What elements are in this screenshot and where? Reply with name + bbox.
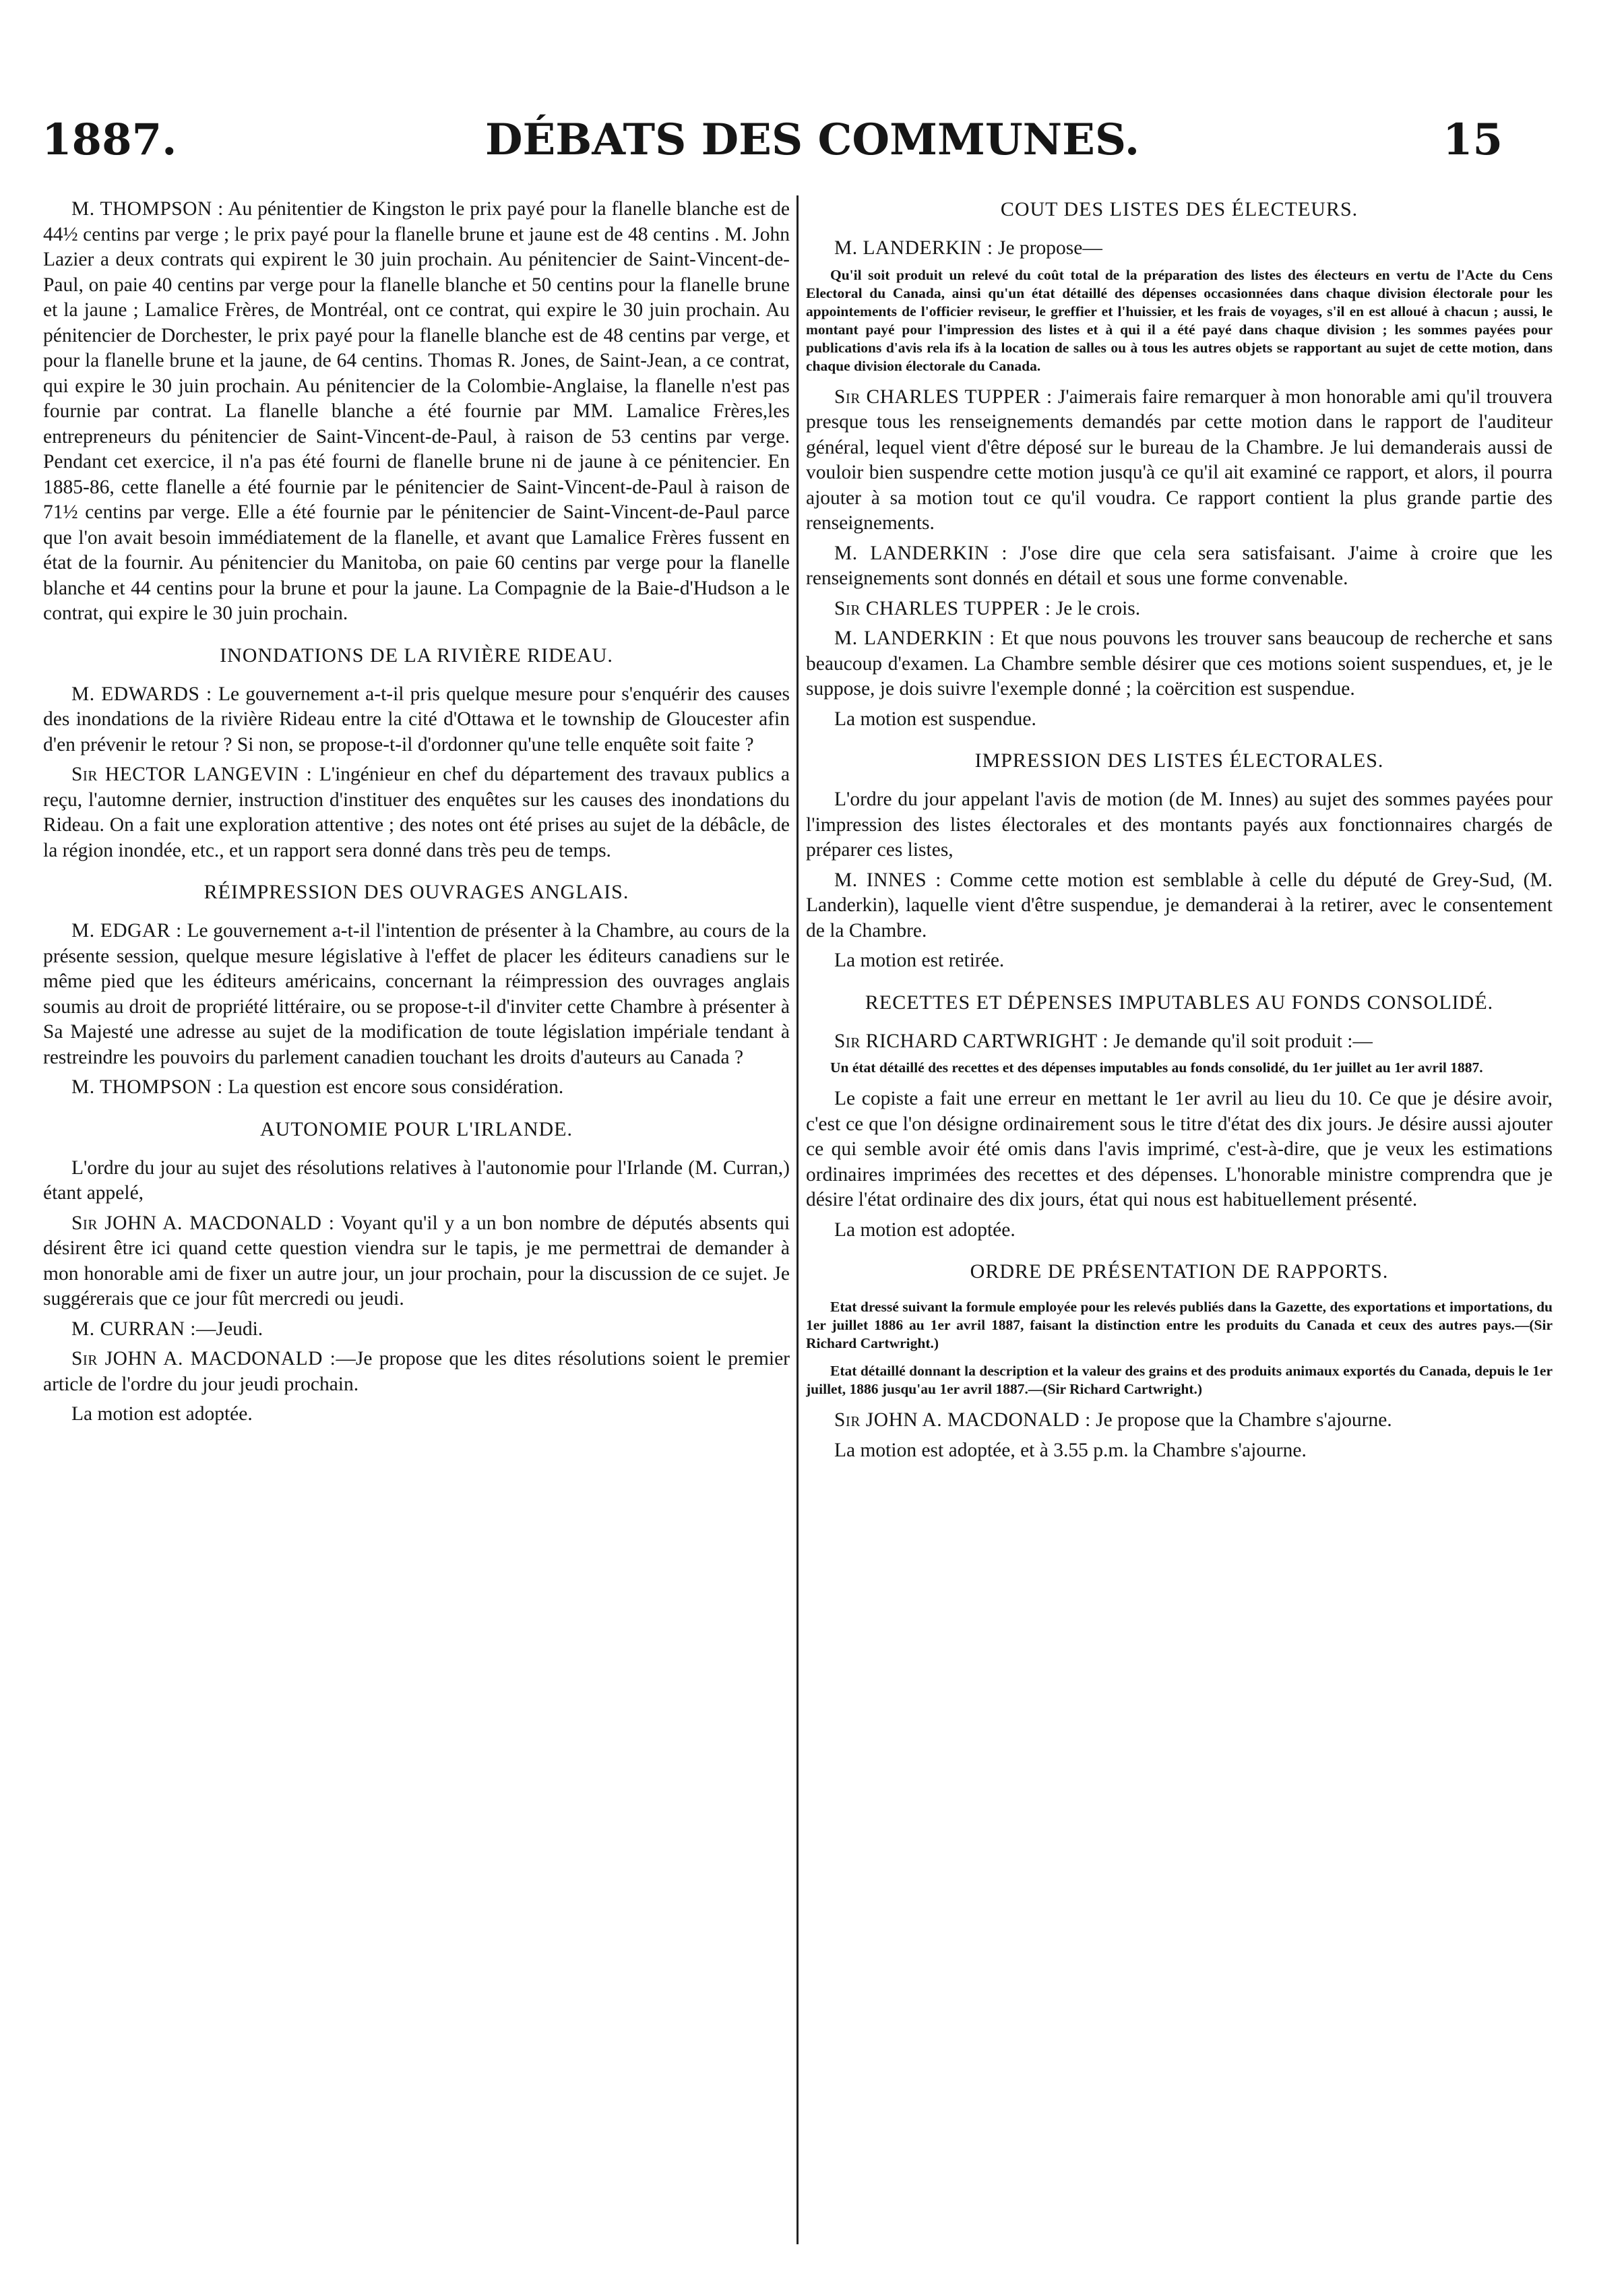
- paragraph-text: L'ingénieur en chef du département des travaux publics a reçu, l'automne dernier, instruction d'instituer des enquêtes sur les causes des inondations du Rideau. On a fait une exploration attentive ; des notes ont été prises au sujet de la débâcle, de la région inondée, etc., et un rapport sera donné dans très peu de temps.: [43, 764, 790, 861]
- speaker-name: Sir JOHN A. MACDONALD :: [71, 1212, 335, 1234]
- paragraph: [43, 762, 790, 863]
- paragraph: [806, 1408, 1553, 1433]
- paragraph-text: Voyant qu'il y a un bon nombre de députés absents qui désirent être ici quand cette question viendra sur le tapis, je me permettrai de demander à mon honorable ami de fixer un autre jour, un jour prochain, pour la discussion de ce sujet. Je suggérerais que ce jour fût mercredi ou jeudi.: [43, 1212, 790, 1309]
- paragraph-text: Et que nous pouvons les trouver sans beaucoup de recherche et sans beaucoup d'examen. La Chambre semble désirer que ces motions soient suspendues, et, je le suppose, je dois suivre l'exemple donné ; la coërcition est suspendue.: [806, 627, 1553, 700]
- paragraph: [806, 868, 1553, 944]
- speaker-name: Sir JOHN A. MACDONALD :: [71, 1348, 336, 1369]
- paragraph: [806, 236, 1553, 261]
- section-heading: COUT DES LISTES DES ÉLECTEURS.: [1000, 198, 1358, 220]
- speaker-name: Sir CHARLES TUPPER :: [834, 597, 1051, 619]
- section-heading: AUTONOMIE POUR L'IRLANDE.: [260, 1117, 573, 1140]
- paragraph-text: Je le crois.: [1055, 597, 1141, 619]
- paragraph: [43, 1317, 790, 1343]
- speaker-name: Sir JOHN A. MACDONALD :: [834, 1409, 1091, 1431]
- paragraph-text: Je demande qu'il soit produit :—: [1113, 1030, 1373, 1052]
- paragraph-text: J'ose dire que cela sera satisfaisant. J'aime à croire que les renseignements sont donnés en détail et sous une forme convenable.: [806, 542, 1553, 589]
- speaker-name: M. LANDERKIN :: [834, 237, 993, 259]
- speaker-name: M. CURRAN :: [71, 1318, 196, 1340]
- paragraph-text: —Jeudi.: [196, 1318, 263, 1340]
- section-heading: ORDRE DE PRÉSENTATION DE RAPPORTS.: [970, 1260, 1389, 1283]
- speaker-name: M. LANDERKIN :: [834, 627, 995, 649]
- paragraph: [806, 385, 1553, 536]
- paragraph: L'ordre du jour appelant l'avis de motion (de M. Innes) au sujet des sommes payées pour l'impression des listes électorales et des montants payés aux fonctionnaires chargés de préparer ces listes,: [806, 789, 1553, 861]
- paragraph: L'ordre du jour au sujet des résolutions relatives à l'autonomie pour l'Irlande (M. Curran,) étant appelé,: [43, 1157, 790, 1204]
- motion-text: Qu'il soit produit un relevé du coût total de la préparation des listes des électeurs en vertu de l'Acte du Cens Electoral du Canada, ainsi qu'un état détaillé des dépenses occasionnées dans chaque division électorale pour les appointements de l'officier reviseur, le greffier et l'huissier, et les frais de voyages, s'il en est alloué à chacun ; aussi, le montant payé pour l'impression des listes et à qui il a été payé dans chaque division ; les sommes payées pour publications d'avis rela ifs à la location de salles ou à tous les autres objets se rapportant au sujet de cette motion, dans chaque division électorale du Canada.: [806, 266, 1553, 374]
- paragraph: [43, 682, 790, 758]
- section-heading: RECETTES ET DÉPENSES IMPUTABLES AU FONDS CONSOLIDÉ.: [865, 991, 1494, 1014]
- paragraph-text: Le gouvernement a-t-il pris quelque mesure pour s'enquérir des causes des inondations de la rivière Rideau entre la cité d'Ottawa et le township de Gloucester afin d'en prévenir le retour ? Si non, se propose-t-il d'ordonner qu'une telle enquête soit faite ?: [43, 683, 790, 755]
- speaker-name: M. INNES :: [834, 869, 941, 891]
- speaker-name: M. EDWARDS :: [71, 683, 212, 705]
- paragraph: [43, 1211, 790, 1312]
- paragraph: [806, 541, 1553, 592]
- report-entry: Etat détaillé donnant la description et la valeur des grains et des produits animaux exportés du Canada, depuis le 1er juillet, 1886 jusqu'au 1er avril 1887.—(Sir Richard Cartwright.): [806, 1363, 1553, 1397]
- paragraph-text: Je propose—: [998, 237, 1102, 259]
- paragraph: [806, 1029, 1553, 1055]
- header-title: DÉBATS DES COMMUNES.: [485, 115, 1140, 165]
- section-heading: IMPRESSION DES LISTES ÉLECTORALES.: [974, 749, 1384, 772]
- speaker-name: Sir HECTOR LANGEVIN :: [71, 764, 313, 785]
- speaker-name: M. EDGAR :: [71, 920, 182, 942]
- paragraph: [806, 626, 1553, 702]
- paragraph-text: Comme cette motion est semblable à celle du député de Grey-Sud, (M. Landerkin), laquelle vient d'être suspendue, je demanderai à la retirer, avec le consentement de la Chambre.: [806, 869, 1553, 942]
- paragraph: La motion est retirée.: [834, 950, 1005, 971]
- right-column: [806, 197, 1553, 2252]
- left-column: [43, 197, 790, 2252]
- paragraph-text: La question est encore sous considération.: [228, 1076, 564, 1098]
- paragraph: [43, 919, 790, 1070]
- header-year: 1887.: [42, 115, 177, 165]
- speaker-name: Sir RICHARD CARTWRIGHT :: [834, 1030, 1108, 1052]
- paragraph-text: Le gouvernement a-t-il l'intention de présenter à la Chambre, au cours de la présente session, quelque mesure législative à l'effet de placer les éditeurs canadiens sur le même pied que les éditeurs américains, concernant la réimpression des ouvrages anglais soumis au droit de propriété littéraire, ou se propose-t-il d'inviter cette Chambre à présenter à Sa Majesté une adresse au sujet de la modification de toute législation impériale tendant à restreindre les pouvoirs du parlement canadien touchant les droits d'auteurs au Canada ?: [43, 920, 790, 1068]
- section-heading: RÉIMPRESSION DES OUVRAGES ANGLAIS.: [204, 881, 629, 903]
- report-entry: Etat dressé suivant la formule employée pour les relevés publiés dans la Gazette, des exportations et importations, du 1er juillet 1886 au 1er avril 1887, faisant la distinction entre les produits du Canada et ceux des autres pays.—(Sir Richard Cartwright.): [806, 1299, 1553, 1351]
- speaker-name: M. THOMPSON :: [71, 198, 224, 220]
- header-page-number: 15: [1442, 115, 1503, 165]
- speaker-name: Sir CHARLES TUPPER :: [834, 386, 1053, 408]
- paragraph: [43, 1075, 790, 1101]
- paragraph: [806, 596, 1553, 622]
- paragraph-text: Au pénitentier de Kingston le prix payé pour la flanelle blanche est de 44½ centins par verge ; le prix payé pour la flanelle brune et jaune est de 48 centins . M. John Lazier a deux contrats qui expirent le 30 juin prochain. Au pénitencier de Saint-Vincent-de-Paul, on paie 40 centins par verge pour la flanelle blanche et 50 centins pour la flanelle brune et la jaune ; Lamalice Frères, de Montréal, ont ce contrat, qui expire le 30 juin prochain. Au pénitencier de Dorchester, le prix payé pour la flanelle blanche est de 48 centins par verge, et pour la flanelle brune et la jaune, de 64 centins. Thomas R. Jones, de Saint-Jean, a ce contrat, qui expire le 30 juin prochain. Au pénitencier de la Colombie-Anglaise, la flanelle n'est pas fournie par contrat. La flanelle blanche a été fournie par MM. Lamalice Frères,les entrepreneurs du pénitencier de Saint-Vincent-de-Paul, à raison de 53 centins par verge. Pendant cet exercice, il n'a pas été fourni de flanelle brune ni de jaune à ce pénitencier. En 1885-86, cette flanelle a été fournie par le pénitencier de Saint-Vincent-de-Paul à raison de 71½ centins par verge. Elle a été fournie par le pénitencier de Saint-Vincent-de-Paul parce que l'on avait besoin immédiatement de la flanelle, et avant que Lamalice Frères fussent en état de la fournir. Au pénitencier du Manitoba, on paie 60 centins par verge pour la flanelle blanche et 44 centins pour la brune et pour la jaune. La Compagnie de la Baie-d'Hudson a le contrat, qui expire le 30 juin prochain.: [43, 198, 790, 624]
- speaker-name: M. THOMPSON :: [71, 1076, 223, 1098]
- column-divider: [797, 195, 799, 2244]
- paragraph-text: Je propose que la Chambre s'ajourne.: [1096, 1409, 1392, 1431]
- paragraph: La motion est adoptée.: [71, 1403, 253, 1425]
- paragraph: La motion est adoptée, et à 3.55 p.m. la Chambre s'ajourne.: [834, 1439, 1307, 1461]
- paragraph: [43, 1347, 790, 1397]
- paragraph: La motion est adoptée.: [834, 1219, 1016, 1241]
- motion-text: Un état détaillé des recettes et des dépenses imputables au fonds consolidé, du 1er juillet au 1er avril 1887.: [830, 1059, 1483, 1076]
- paragraph-text: —Je propose que les dites résolutions soient le premier article de l'ordre du jour jeudi prochain.: [43, 1348, 790, 1395]
- speaker-name: M. LANDERKIN :: [834, 542, 1008, 564]
- paragraph: La motion est suspendue.: [834, 708, 1036, 730]
- paragraph: [43, 197, 790, 627]
- section-heading: INONDATIONS DE LA RIVIÈRE RIDEAU.: [220, 644, 613, 667]
- paragraph: Le copiste a fait une erreur en mettant le 1er avril au lieu du 10. Ce que je désire avoir, c'est ce que l'on désigne ordinairement sous le titre d'état des dix jours. Je désire aussi ajouter ce qui semble avoir été omis dans l'avis imprimé, c'est-à-dire, que je veux les estimations ordinaires imprimées des recettes et des dépenses. L'honorable ministre comprendra que je désire l'état ordinaire des dix jours, état qui nous est habituellement présenté.: [806, 1088, 1553, 1210]
- paragraph-text: J'aimerais faire remarquer à mon honorable ami qu'il trouvera presque tous les renseignements demandés par cette motion dans le rapport de l'auditeur général, lequel vient d'être déposé sur le bureau de la Chambre. Je lui demanderais aussi de vouloir bien suspendre cette motion jusqu'à ce qu'il ait examiné ce rapport, et alors, il pourra ajouter à sa motion tout ce qu'il voudra. Ce rapport contient la plus grande partie des renseignements.: [806, 386, 1553, 534]
